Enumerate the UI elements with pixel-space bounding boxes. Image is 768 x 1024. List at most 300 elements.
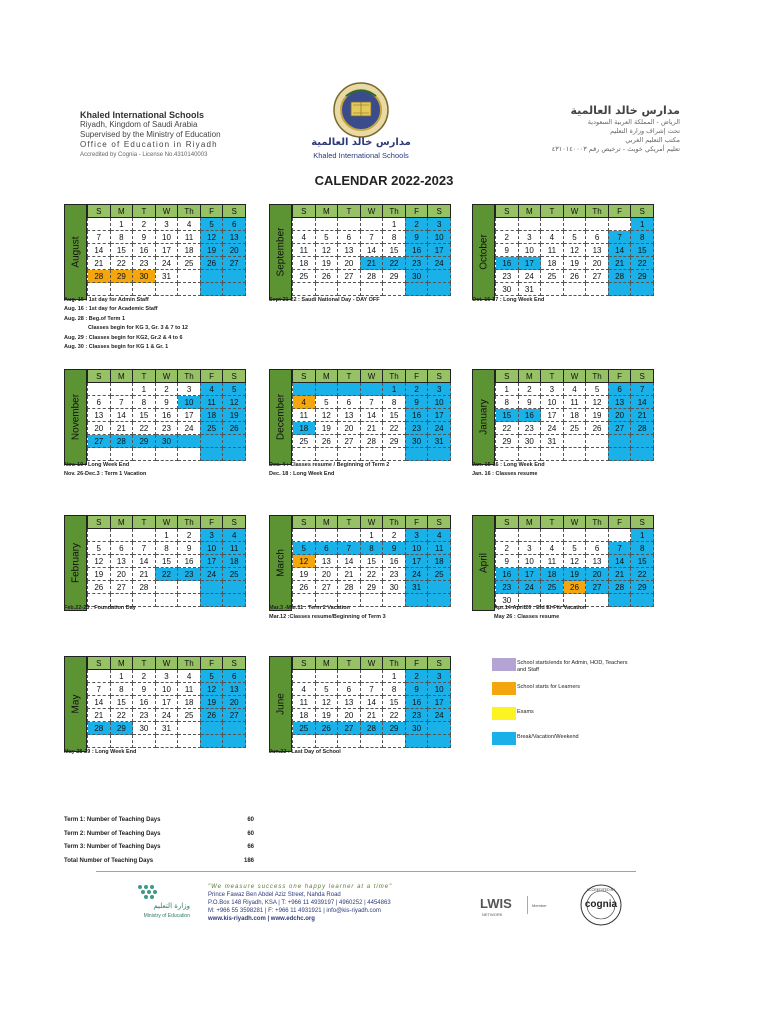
day-cell: 13 <box>110 555 133 568</box>
day-cell <box>428 722 451 735</box>
day-cell: 18 <box>223 555 246 568</box>
day-cell <box>383 283 406 296</box>
notes-august <box>64 296 264 352</box>
weekday-cell: S <box>223 205 246 218</box>
day-cell: 6 <box>608 383 631 396</box>
day-cell: 26 <box>315 270 338 283</box>
day-cell <box>200 283 223 296</box>
day-cell <box>541 529 564 542</box>
month-grid <box>87 369 246 461</box>
day-cell: 17 <box>155 696 178 709</box>
day-cell <box>293 735 316 748</box>
weekday-cell: M <box>518 205 541 218</box>
weekday-cell: S <box>223 370 246 383</box>
day-cell: 7 <box>338 542 361 555</box>
day-cell: 19 <box>200 696 223 709</box>
day-cell: 1 <box>155 529 178 542</box>
day-cell: 11 <box>223 542 246 555</box>
day-cell: 1 <box>383 670 406 683</box>
week-row <box>496 581 654 594</box>
week-row <box>293 283 451 296</box>
day-cell: 2 <box>405 218 428 231</box>
day-cell: 23 <box>405 709 428 722</box>
day-cell: 25 <box>293 270 316 283</box>
week-row <box>293 670 451 683</box>
day-cell: 25 <box>178 257 201 270</box>
day-cell: 8 <box>631 231 654 244</box>
calendar-note: Sept 21-22 : Saudi National Day - DAY OFF <box>269 297 380 303</box>
day-cell: 10 <box>405 542 428 555</box>
logo-separator <box>527 896 528 914</box>
weekday-header <box>293 657 451 670</box>
day-cell: 22 <box>110 709 133 722</box>
term-value: 66 <box>247 844 254 850</box>
day-cell <box>383 735 406 748</box>
day-cell: 15 <box>496 409 519 422</box>
day-cell: 26 <box>223 422 246 435</box>
day-cell: 3 <box>518 231 541 244</box>
month-label <box>64 204 87 300</box>
day-cell: 18 <box>178 244 201 257</box>
day-cell: 18 <box>200 409 223 422</box>
day-cell: 1 <box>631 218 654 231</box>
weekday-header <box>88 205 246 218</box>
month-name: March <box>275 549 286 577</box>
term-row <box>64 814 254 828</box>
day-cell: 14 <box>88 244 111 257</box>
weekday-cell: W <box>155 370 178 383</box>
day-cell: 20 <box>338 709 361 722</box>
day-cell: 13 <box>338 244 361 257</box>
day-cell: 22 <box>110 257 133 270</box>
day-cell: 28 <box>338 581 361 594</box>
weekday-cell: S <box>496 370 519 383</box>
day-cell: 7 <box>110 396 133 409</box>
month-label <box>64 656 87 752</box>
weekday-cell: T <box>338 370 361 383</box>
day-cell: 7 <box>133 542 156 555</box>
weekday-cell: F <box>608 516 631 529</box>
day-cell: 4 <box>541 542 564 555</box>
day-cell: 29 <box>110 270 133 283</box>
day-cell: 11 <box>293 244 316 257</box>
term-label: Total Number of Teaching Days <box>64 857 154 864</box>
weekday-cell: W <box>563 205 586 218</box>
day-cell: 2 <box>496 542 519 555</box>
day-cell: 30 <box>405 270 428 283</box>
day-cell: 15 <box>155 555 178 568</box>
address-line: P.O.Box 148 Riyadh, KSA | T: +966 11 4939197 | 4960252 | 4454863 <box>208 900 391 906</box>
day-cell: 9 <box>178 542 201 555</box>
term-label: Term 3: Number of Teaching Days <box>64 844 161 850</box>
day-cell: 10 <box>428 683 451 696</box>
day-cell: 7 <box>360 396 383 409</box>
weekday-cell: S <box>223 516 246 529</box>
calendar-note: Oct. 16-17 : Long Week End <box>472 297 545 303</box>
ministry-name-ar: وزارة التعليم <box>153 902 190 910</box>
day-cell: 20 <box>338 257 361 270</box>
day-cell: 19 <box>293 568 316 581</box>
day-cell <box>223 270 246 283</box>
day-cell: 15 <box>110 244 133 257</box>
day-cell: 9 <box>155 396 178 409</box>
day-cell <box>178 581 201 594</box>
day-cell: 8 <box>110 231 133 244</box>
day-cell: 23 <box>405 422 428 435</box>
month-label <box>269 369 292 465</box>
day-cell <box>178 270 201 283</box>
week-row <box>88 409 246 422</box>
weekday-cell: F <box>608 370 631 383</box>
day-cell: 28 <box>608 581 631 594</box>
day-cell: 16 <box>405 696 428 709</box>
day-cell: 21 <box>338 568 361 581</box>
day-cell <box>563 529 586 542</box>
day-cell: 23 <box>496 581 519 594</box>
day-cell: 2 <box>518 383 541 396</box>
day-cell: 17 <box>518 257 541 270</box>
day-cell: 3 <box>428 670 451 683</box>
day-cell <box>155 448 178 461</box>
day-cell: 28 <box>360 270 383 283</box>
day-cell <box>110 529 133 542</box>
day-cell: 9 <box>383 542 406 555</box>
notes-january <box>472 461 672 480</box>
calendar-note: Nov. 10 : Long Week End <box>64 462 130 468</box>
day-cell: 30 <box>405 435 428 448</box>
day-cell <box>608 448 631 461</box>
notes-september <box>269 296 469 305</box>
day-cell <box>541 218 564 231</box>
day-cell: 27 <box>608 422 631 435</box>
day-cell: 5 <box>200 670 223 683</box>
school-header-ar <box>460 104 680 154</box>
day-cell: 27 <box>338 722 361 735</box>
week-row <box>293 435 451 448</box>
week-row <box>88 448 246 461</box>
notes-june <box>269 748 469 757</box>
day-cell: 13 <box>338 696 361 709</box>
day-cell: 23 <box>133 257 156 270</box>
week-row <box>88 396 246 409</box>
day-cell: 14 <box>110 409 133 422</box>
day-cell: 6 <box>338 396 361 409</box>
week-row <box>293 448 451 461</box>
day-cell <box>518 218 541 231</box>
day-cell: 21 <box>631 409 654 422</box>
weekday-cell: S <box>631 205 654 218</box>
day-cell <box>293 529 316 542</box>
day-cell: 21 <box>133 568 156 581</box>
calendar-note: Mar.12 :Classes resume/Beginning of Term 3 <box>269 614 386 621</box>
day-cell: 20 <box>110 568 133 581</box>
day-cell: 10 <box>541 396 564 409</box>
day-cell <box>315 735 338 748</box>
day-cell: 3 <box>178 383 201 396</box>
day-cell: 16 <box>405 244 428 257</box>
day-cell: 9 <box>518 396 541 409</box>
weekday-cell: W <box>563 370 586 383</box>
weekday-cell: W <box>360 370 383 383</box>
school-location: Riyadh, Kingdom of Saudi Arabia <box>80 120 198 129</box>
month-name: April <box>478 552 489 574</box>
weekday-cell: Th <box>586 205 609 218</box>
weekday-cell: S <box>293 657 316 670</box>
month-grid <box>495 369 654 461</box>
day-cell: 22 <box>383 422 406 435</box>
school-license: Accredited by Cognia - License No.4310140003 <box>80 152 208 158</box>
week-row <box>496 383 654 396</box>
day-cell: 30 <box>133 270 156 283</box>
day-cell: 13 <box>223 231 246 244</box>
weekday-cell: M <box>518 370 541 383</box>
weekday-cell: F <box>200 205 223 218</box>
month-grid <box>495 515 654 607</box>
day-cell: 5 <box>563 542 586 555</box>
day-cell: 8 <box>383 683 406 696</box>
weekday-cell: W <box>155 516 178 529</box>
calendar-note: May 26 : Classes resume <box>494 614 560 621</box>
week-row <box>496 396 654 409</box>
day-cell: 19 <box>315 422 338 435</box>
day-cell: 11 <box>178 231 201 244</box>
calendar-note: Aug. 29 : Classes begin for KG2, Gr.2 & 4 to 6 <box>64 334 183 341</box>
day-cell: 25 <box>563 422 586 435</box>
day-cell: 28 <box>360 435 383 448</box>
day-cell <box>586 435 609 448</box>
week-row <box>88 244 246 257</box>
day-cell: 25 <box>223 568 246 581</box>
day-cell: 8 <box>155 542 178 555</box>
day-cell: 12 <box>88 555 111 568</box>
weekday-header <box>496 205 654 218</box>
day-cell: 24 <box>541 422 564 435</box>
day-cell <box>338 448 361 461</box>
day-cell: 24 <box>155 709 178 722</box>
day-cell: 28 <box>133 581 156 594</box>
day-cell: 20 <box>608 409 631 422</box>
day-cell <box>200 735 223 748</box>
day-cell <box>293 283 316 296</box>
day-cell: 13 <box>608 396 631 409</box>
day-cell <box>631 435 654 448</box>
day-cell: 2 <box>405 383 428 396</box>
month-name: June <box>275 693 286 715</box>
day-cell <box>360 283 383 296</box>
week-row <box>496 435 654 448</box>
cognia-logo <box>566 884 636 926</box>
term-row <box>64 828 254 842</box>
day-cell <box>563 435 586 448</box>
day-cell: 4 <box>200 383 223 396</box>
day-cell: 21 <box>360 422 383 435</box>
day-cell: 30 <box>133 722 156 735</box>
term-row <box>64 841 254 855</box>
calendar-note: May 28-29 : Long Week End <box>64 749 137 755</box>
weekday-cell: Th <box>178 516 201 529</box>
month-grid <box>87 656 246 748</box>
day-cell: 1 <box>383 218 406 231</box>
day-cell: 14 <box>360 244 383 257</box>
day-cell: 30 <box>405 722 428 735</box>
legend-swatch <box>492 658 516 671</box>
term-value: 60 <box>247 830 254 837</box>
day-cell: 10 <box>155 683 178 696</box>
weekday-header <box>496 516 654 529</box>
weekday-cell: M <box>518 516 541 529</box>
day-cell: 15 <box>631 555 654 568</box>
school-supervision-ar: تحت إشراف وزارة التعليم <box>610 127 680 135</box>
footer-divider <box>96 871 636 872</box>
day-cell: 23 <box>178 568 201 581</box>
day-cell: 25 <box>293 435 316 448</box>
day-cell: 1 <box>496 383 519 396</box>
weekday-cell: M <box>110 370 133 383</box>
week-row <box>496 568 654 581</box>
weekday-cell: W <box>360 516 383 529</box>
day-cell <box>223 435 246 448</box>
day-cell <box>133 735 156 748</box>
day-cell: 26 <box>315 722 338 735</box>
day-cell: 20 <box>338 422 361 435</box>
weekday-cell: W <box>360 657 383 670</box>
day-cell <box>88 283 111 296</box>
weekday-cell: S <box>428 370 451 383</box>
day-cell: 3 <box>200 529 223 542</box>
day-cell <box>405 735 428 748</box>
website-links[interactable]: www.kis-riyadh.com | www.edchc.org <box>208 916 315 922</box>
day-cell: 17 <box>405 555 428 568</box>
month-name: December <box>275 393 286 441</box>
day-cell: 15 <box>360 555 383 568</box>
day-cell: 12 <box>293 555 316 568</box>
weekday-cell: S <box>88 205 111 218</box>
week-row <box>496 218 654 231</box>
calendar-note: Jan. 15-16 : Long Week End <box>472 462 545 468</box>
lwis-logo <box>480 896 512 917</box>
week-row <box>293 568 451 581</box>
day-cell: 13 <box>338 409 361 422</box>
day-cell: 5 <box>293 542 316 555</box>
day-cell: 8 <box>496 396 519 409</box>
day-cell: 9 <box>496 244 519 257</box>
day-cell: 18 <box>293 422 316 435</box>
month-label <box>269 204 292 300</box>
day-cell: 20 <box>586 568 609 581</box>
week-row <box>88 218 246 231</box>
day-cell: 4 <box>223 529 246 542</box>
cognia-ring-text: ACCREDITED BY <box>586 888 616 892</box>
day-cell: 6 <box>338 683 361 696</box>
week-row <box>496 257 654 270</box>
day-cell: 28 <box>88 722 111 735</box>
day-cell: 29 <box>110 722 133 735</box>
weekday-cell: W <box>563 516 586 529</box>
week-row <box>293 422 451 435</box>
day-cell: 23 <box>133 709 156 722</box>
day-cell: 22 <box>133 422 156 435</box>
day-cell: 1 <box>110 218 133 231</box>
month-grid <box>292 515 451 607</box>
month-label <box>269 515 292 611</box>
weekday-cell: S <box>631 370 654 383</box>
calendar-note: Nov. 26-Dec.3 : Term 1 Vacation <box>64 471 147 478</box>
weekday-cell: Th <box>178 657 201 670</box>
day-cell: 29 <box>133 435 156 448</box>
weekday-cell: S <box>428 516 451 529</box>
day-cell <box>223 722 246 735</box>
weekday-cell: T <box>338 205 361 218</box>
day-cell: 8 <box>631 542 654 555</box>
day-cell: 28 <box>88 270 111 283</box>
weekday-cell: S <box>223 657 246 670</box>
weekday-cell: F <box>200 657 223 670</box>
week-row <box>88 231 246 244</box>
day-cell: 22 <box>631 257 654 270</box>
week-row <box>88 257 246 270</box>
school-name-ar: مدارس خالد العالمية <box>570 104 680 117</box>
day-cell: 7 <box>360 231 383 244</box>
weekday-cell: F <box>200 370 223 383</box>
month-grid <box>292 369 451 461</box>
day-cell: 15 <box>383 696 406 709</box>
day-cell <box>315 448 338 461</box>
day-cell: 14 <box>360 696 383 709</box>
week-row <box>496 422 654 435</box>
teaching-days-summary <box>64 814 254 868</box>
week-row <box>293 722 451 735</box>
weekday-cell: Th <box>383 370 406 383</box>
day-cell: 18 <box>541 257 564 270</box>
day-cell <box>631 448 654 461</box>
day-cell <box>110 283 133 296</box>
day-cell: 18 <box>428 555 451 568</box>
day-cell <box>586 448 609 461</box>
day-cell: 12 <box>586 396 609 409</box>
day-cell: 27 <box>338 435 361 448</box>
day-cell <box>200 722 223 735</box>
day-cell: 5 <box>200 218 223 231</box>
day-cell: 12 <box>563 555 586 568</box>
day-cell: 26 <box>586 422 609 435</box>
contact-info <box>208 883 470 923</box>
day-cell <box>586 283 609 296</box>
day-cell: 7 <box>88 231 111 244</box>
month-name: October <box>478 234 489 270</box>
day-cell: 16 <box>155 409 178 422</box>
weekday-cell: T <box>541 205 564 218</box>
week-row <box>496 270 654 283</box>
day-cell: 20 <box>223 696 246 709</box>
day-cell <box>293 383 316 396</box>
day-cell <box>315 670 338 683</box>
day-cell: 12 <box>563 244 586 257</box>
day-cell <box>223 581 246 594</box>
day-cell: 17 <box>428 696 451 709</box>
legend-label: School starts/ends for Admin, HOD, Teachers and Staff <box>517 660 628 673</box>
day-cell <box>110 735 133 748</box>
day-cell <box>178 283 201 296</box>
day-cell <box>200 435 223 448</box>
day-cell: 5 <box>223 383 246 396</box>
day-cell: 26 <box>293 581 316 594</box>
week-row <box>293 735 451 748</box>
weekday-header <box>496 370 654 383</box>
weekday-cell: F <box>405 516 428 529</box>
week-row <box>88 683 246 696</box>
day-cell: 24 <box>428 257 451 270</box>
day-cell: 2 <box>133 218 156 231</box>
